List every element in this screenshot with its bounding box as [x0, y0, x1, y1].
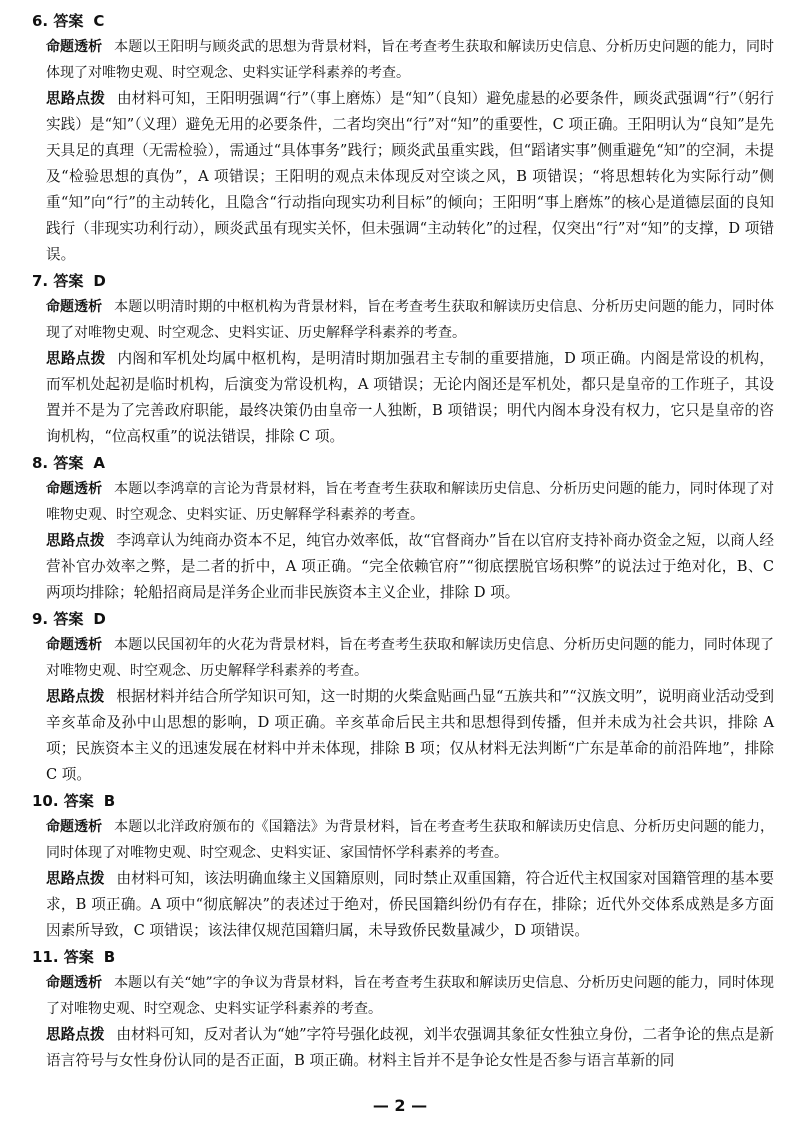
hint-text: 李鸿章认为纯商办资本不足，纯官办效率低，故“官督商办”旨在以官府支持补商办资金之短，以商人经营补官办效率之弊，是二者的折中，A 项正确。“完全依赖官府”“彻底摆脱官场积弊”的说法过于绝对化，B、C 两项均排除；轮船招商局是洋务企业而非民族资本主义企业，排除 D 项。 — [46, 532, 774, 601]
question-heading — [32, 268, 774, 294]
analysis-text: 本题以王阳明与顾炎武的思想为背景材料，旨在考查考生获取和解读历史信息、分析历史问题的能力，同时体现了对唯物史观、时空观念、史料实证学科素养的考查。 — [46, 39, 775, 81]
analysis-paragraph — [46, 970, 774, 1022]
analysis-text: 本题以北洋政府颁布的《国籍法》为背景材料，旨在考查考生获取和解读历史信息、分析历史问题的能力，同时体现了对唯物史观、时空观念、史料实证、家国情怀学科素养的考查。 — [46, 819, 775, 861]
question-6 — [32, 8, 774, 268]
answer-letter: A — [93, 454, 105, 472]
analysis-paragraph — [46, 814, 774, 866]
hint-paragraph — [46, 684, 774, 788]
answer-letter: B — [103, 948, 116, 966]
analysis-label: 命题透析 — [46, 637, 103, 653]
analysis-label: 命题透析 — [46, 39, 103, 55]
analysis-paragraph — [46, 632, 774, 684]
question-10 — [32, 788, 774, 944]
analysis-text: 本题以李鸿章的言论为背景材料，旨在考查考生获取和解读历史信息、分析历史问题的能力，同时体现了对唯物史观、时空观念、史料实证、历史解释学科素养的考查。 — [46, 481, 775, 523]
analysis-label: 命题透析 — [46, 975, 103, 991]
analysis-label: 命题透析 — [46, 819, 103, 835]
hint-text: 由材料可知，王阳明强调“行”（事上磨炼）是“知”（良知）避免虚悬的必要条件，顾炎武强调“行”（躬行实践）是“知”（义理）避免无用的必要条件，二者均突出“行”对“知”的重要性，C 项正确。王阳明认为“良知”是先天具足的真理（无需检验），需通过“具体事务”践行；顾炎武虽重实践，但“蹈诸实事”侧重避免“知”的空洞，未提及“检验思想的真伪”，A 项错误；王阳明的观点未体现反对空谈之风，B 项错误；“将思想转化为实际行动”侧重“知”向“行”的主动转化，且隐含“行动指向现实功利目标”的倾向；王阳明“事上磨炼”的核心是道德层面的良知践行（非现实功利行动），顾炎武虽有现实关怀，但未强调“主动转化”的过程，仅突出“行”对“知”的支撑，D 项错误。 — [46, 90, 774, 263]
question-number: 8. 答案 — [32, 454, 84, 472]
question-8 — [32, 450, 774, 606]
hint-label: 思路点拨 — [46, 1026, 105, 1043]
hint-text: 根据材料并结合所学知识可知，这一时期的火柴盒贴画凸显“五族共和”“汉族文明”，说明商业活动受到辛亥革命及孙中山思想的影响，D 项正确。辛亥革命后民主共和思想得到传播，但并未成为社会共识，排除 A 项；民族资本主义的迅速发展在材料中并未体现，排除 B 项；仅从材料无法判断“广东是革命的前沿阵地”，排除 C 项。 — [46, 688, 774, 783]
answer-letter: D — [93, 610, 106, 628]
answer-letter: B — [103, 792, 116, 810]
answer-letter: C — [93, 12, 105, 30]
question-number: 10. 答案 — [32, 792, 94, 810]
question-heading — [32, 606, 774, 632]
hint-text: 由材料可知，反对者认为“她”字符号强化歧视，刘半农强调其象征女性独立身份，二者争论的焦点是新语言符号与女性身份认同的是否正面，B 项正确。材料主旨并不是争论女性是否参与语言革新的同 — [46, 1026, 774, 1069]
hint-text: 内阁和军机处均属中枢机构，是明清时期加强君主专制的重要措施，D 项正确。内阁是常设的机构，而军机处起初是临时机构，后演变为常设机构，A 项错误；无论内阁还是军机处，都只是皇帝的工作班子，其设置并不是为了完善政府职能，最终决策仍由皇帝一人独断，B 项错误；明代内阁本身没有权力，它只是皇帝的咨询机构，“位高权重”的说法错误，排除 C 项。 — [46, 350, 774, 445]
analysis-label: 命题透析 — [46, 299, 103, 315]
question-heading — [32, 450, 774, 476]
hint-paragraph — [46, 86, 774, 268]
hint-text: 由材料可知，该法明确血缘主义国籍原则，同时禁止双重国籍，符合近代主权国家对国籍管理的基本要求，B 项正确。A 项中“彻底解决”的表述过于绝对，侨民国籍纠纷仍有存在，排除；近代外交体系成熟是多方面因素所导致，C 项错误；该法律仅规范国籍归属，未导致侨民数量减少，D 项错误。 — [46, 870, 774, 939]
question-7 — [32, 268, 774, 450]
hint-paragraph — [46, 346, 774, 450]
question-heading — [32, 788, 774, 814]
question-number: 7. 答案 — [32, 272, 84, 290]
hint-label: 思路点拨 — [46, 90, 105, 107]
analysis-paragraph — [46, 294, 774, 346]
question-heading — [32, 8, 774, 34]
question-number: 6. 答案 — [32, 12, 84, 30]
question-number: 9. 答案 — [32, 610, 84, 628]
hint-label: 思路点拨 — [46, 688, 105, 705]
hint-paragraph — [46, 1022, 774, 1074]
page-number: — 2 — — [372, 1096, 428, 1115]
question-number: 11. 答案 — [32, 948, 94, 966]
hint-label: 思路点拨 — [46, 870, 105, 887]
question-heading — [32, 944, 774, 970]
analysis-paragraph — [46, 34, 774, 86]
answer-letter: D — [93, 272, 106, 290]
question-9 — [32, 606, 774, 788]
hint-paragraph — [46, 866, 774, 944]
analysis-text: 本题以有关“她”字的争议为背景材料，旨在考查考生获取和解读历史信息、分析历史问题的能力，同时体现了对唯物史观、时空观念、史料实证学科素养的考查。 — [46, 975, 775, 1017]
hint-label: 思路点拨 — [46, 532, 105, 549]
analysis-label: 命题透析 — [46, 481, 103, 497]
question-11 — [32, 944, 774, 1074]
analysis-text: 本题以明清时期的中枢机构为背景材料，旨在考查考生获取和解读历史信息、分析历史问题的能力，同时体现了对唯物史观、时空观念、史料实证、历史解释学科素养的考查。 — [46, 299, 775, 341]
hint-label: 思路点拨 — [46, 350, 106, 367]
hint-paragraph — [46, 528, 774, 606]
analysis-paragraph — [46, 476, 774, 528]
analysis-text: 本题以民国初年的火花为背景材料，旨在考查考生获取和解读历史信息、分析历史问题的能力，同时体现了对唯物史观、时空观念、历史解释学科素养的考查。 — [46, 637, 775, 679]
